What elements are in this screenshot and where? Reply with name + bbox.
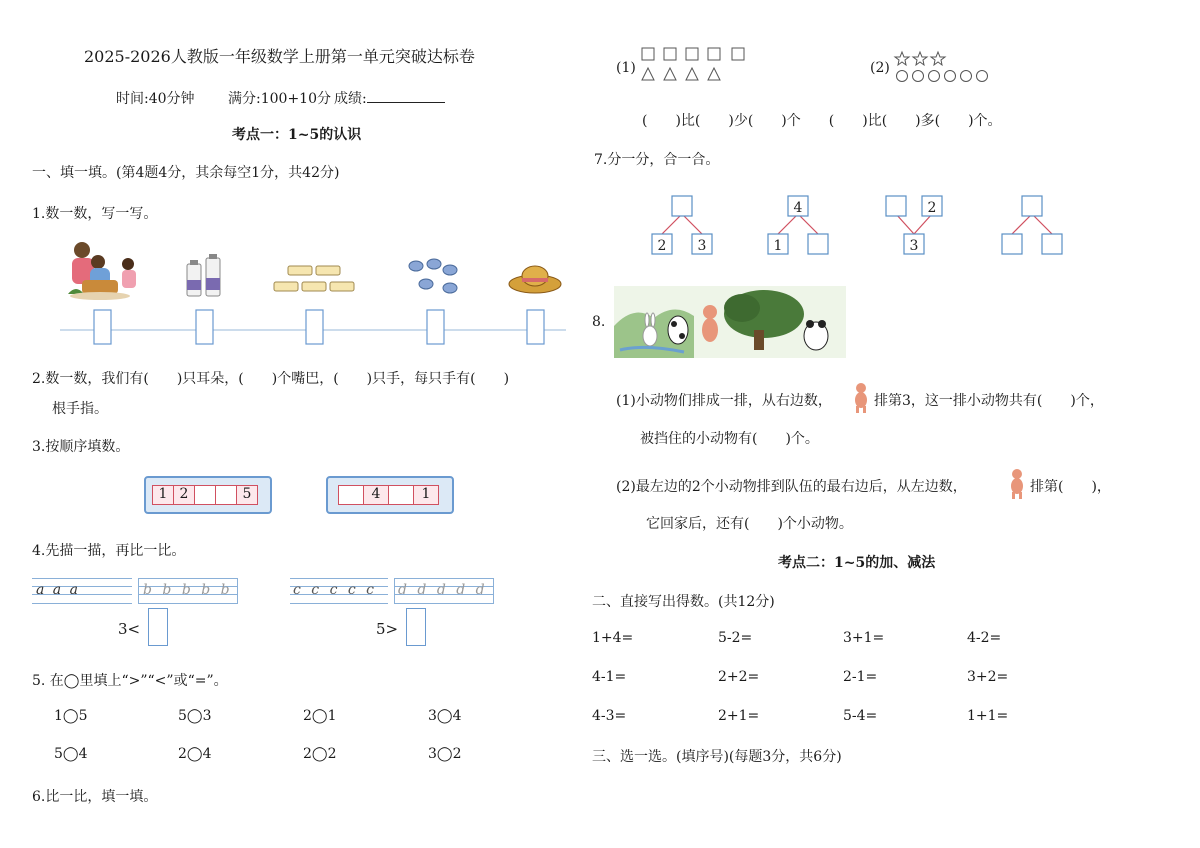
part2-heading: 二、直接写出得数。(共12分) (592, 594, 775, 610)
q8-part1-text-line2[interactable]: 被挡住的小动物有( )个。 (640, 431, 819, 447)
q6-part2-label: (2) (870, 60, 890, 76)
q3-right-cell[interactable] (338, 485, 364, 505)
q8-part2-text-line2[interactable]: 它回家后，还有( )个小动物。 (646, 516, 853, 532)
score-label: 满分:100+10分 (228, 91, 331, 107)
arith-problem[interactable]: 1+1= (967, 708, 1009, 724)
panda-figure (804, 320, 828, 350)
arith-problem[interactable]: 4-1= (592, 669, 627, 685)
bond-box[interactable] (672, 196, 692, 216)
page-title: 2025-2026人教版一年级数学上册第一单元突破达标卷 (84, 47, 475, 66)
bond-box[interactable] (808, 234, 828, 254)
monkey-figure (702, 305, 718, 342)
square-shape (732, 48, 744, 60)
circle-shape (977, 71, 988, 82)
circle-shape (929, 71, 940, 82)
q1-answer-box[interactable] (527, 310, 544, 344)
bond-number: 2 (657, 238, 667, 254)
circle-shape (913, 71, 924, 82)
circle-shape (961, 71, 972, 82)
q1-pictures (60, 236, 570, 346)
q7-number-bonds (640, 192, 1080, 262)
whistles-picture (409, 259, 457, 293)
arith-problem[interactable]: 4-3= (592, 708, 627, 724)
q6-stars-circles (894, 50, 986, 86)
q3-left-cell[interactable]: 2 (174, 485, 195, 505)
q3-text: 3.按顺序填数。 (32, 439, 130, 455)
q6-squares-triangles (640, 46, 752, 86)
arith-problem[interactable]: 3+1= (843, 630, 885, 646)
bond-box[interactable] (886, 196, 906, 216)
square-shape (708, 48, 720, 60)
q1-answer-box[interactable] (94, 310, 111, 344)
q7-text: 7.分一分，合一合。 (594, 152, 720, 168)
star-shape (913, 52, 927, 65)
q6-text: 6.比一比，填一填。 (32, 789, 158, 805)
bond-number: 1 (773, 238, 783, 254)
bond-number: 2 (927, 200, 937, 216)
triangle-shape (664, 68, 676, 80)
square-shape (642, 48, 654, 60)
q3-right-strip (326, 476, 454, 514)
bond-number: 3 (697, 238, 707, 254)
q3-left-cell[interactable]: 5 (237, 485, 258, 505)
q4-text: 4.先描一描，再比一比。 (32, 543, 186, 559)
q4-right-compare: 5> (376, 620, 399, 638)
q4-left-answer-box[interactable] (148, 608, 168, 646)
arith-problem[interactable]: 3+2= (967, 669, 1009, 685)
q6-fill-line[interactable]: ( )比( )少( )个 ( )比( )多( )个。 (642, 113, 1002, 129)
q8-animals-picture (614, 286, 846, 358)
q2-text: 2.数一数，我们有( )只耳朵，( )个嘴巴，( )只手，每只手有( ) (32, 371, 510, 387)
monkey-icon (1006, 468, 1028, 500)
monkey-icon (850, 382, 872, 414)
q8-part2-text-cont[interactable]: 排第( )， (1030, 479, 1111, 495)
q8-label: 8. (592, 314, 606, 330)
star-shape (895, 52, 909, 65)
q5-item[interactable]: 5◯4 (54, 746, 88, 762)
circle-shape (897, 71, 908, 82)
triangle-shape (642, 68, 654, 80)
bond-number: 3 (909, 238, 919, 254)
dog-figure (668, 316, 688, 344)
star-shape (931, 52, 945, 65)
time-label: 时间:40分钟 (116, 91, 195, 107)
q5-item[interactable]: 2◯2 (303, 746, 337, 762)
section1-heading: 考点一：1~5的认识 (232, 127, 362, 143)
q5-item[interactable]: 2◯1 (303, 708, 337, 724)
q5-item[interactable]: 5◯3 (178, 708, 212, 724)
q8-part2-text: (2)最左边的2个小动物排到队伍的最右边后，从左边数， (616, 479, 967, 495)
q1-answer-box[interactable] (427, 310, 444, 344)
bond-box[interactable] (1022, 196, 1042, 216)
arith-problem[interactable]: 2+2= (718, 669, 760, 685)
q4-trace-row-c: c c c c c (290, 578, 388, 604)
q1-text: 1.数一数，写一写。 (32, 206, 158, 222)
q4-left-compare: 3< (118, 620, 141, 638)
arith-problem[interactable]: 4-2= (967, 630, 1002, 646)
q3-right-cell[interactable] (389, 485, 414, 505)
q3-left-cell[interactable]: 1 (152, 485, 174, 505)
q3-right-cell[interactable]: 1 (414, 485, 439, 505)
straw-hat-picture (509, 266, 561, 293)
erasers-picture (274, 266, 354, 291)
q4-right-answer-box[interactable] (406, 608, 426, 646)
q3-left-cell[interactable] (195, 485, 216, 505)
arith-problem[interactable]: 2+1= (718, 708, 760, 724)
grade-blank[interactable] (367, 88, 445, 103)
q4-trace-row-d[interactable]: d d d d d (394, 578, 494, 604)
square-shape (664, 48, 676, 60)
q1-answer-box[interactable] (196, 310, 213, 344)
section2-heading: 考点二：1~5的加、减法 (778, 555, 936, 571)
q4-trace-row-b[interactable]: b b b b b (138, 578, 238, 604)
q6-part1-label: (1) (616, 60, 636, 76)
q3-left-cell[interactable] (216, 485, 237, 505)
triangle-shape (708, 68, 720, 80)
arith-problem[interactable]: 5-4= (843, 708, 878, 724)
q1-answer-box[interactable] (306, 310, 323, 344)
triangle-shape (686, 68, 698, 80)
q3-right-cell[interactable]: 4 (364, 485, 389, 505)
q5-item[interactable]: 3◯4 (428, 708, 462, 724)
grade-label: 成绩: (334, 88, 445, 108)
square-shape (686, 48, 698, 60)
arith-problem[interactable]: 1+4= (592, 630, 634, 646)
bond-box[interactable] (1042, 234, 1062, 254)
q5-item[interactable]: 1◯5 (54, 708, 88, 724)
bond-box[interactable] (1002, 234, 1022, 254)
arith-problem[interactable]: 5-2= (718, 630, 753, 646)
circle-shape (945, 71, 956, 82)
q8-part1-text-cont[interactable]: 排第3，这一排小动物共有( )个， (874, 393, 1104, 409)
q5-text: 5. 在◯里填上“>”“<”或“=”。 (32, 673, 228, 689)
q2-text-cont: 根手指。 (52, 401, 108, 417)
milk-bottles-picture (187, 254, 220, 296)
bond-number: 4 (793, 200, 803, 216)
part3-heading: 三、选一选。(填序号)(每题3分，共6分) (592, 749, 842, 765)
arith-problem[interactable]: 2-1= (843, 669, 878, 685)
q8-part1-text: (1)小动物们排成一排，从右边数， (616, 393, 832, 409)
q5-item[interactable]: 2◯4 (178, 746, 212, 762)
part1-heading: 一、填一填。(第4题4分，其余每空1分，共42分) (32, 165, 340, 181)
q5-item[interactable]: 3◯2 (428, 746, 462, 762)
family-picture (68, 242, 136, 300)
q4-trace-row-a: a a a (32, 578, 132, 604)
q3-left-strip (144, 476, 272, 514)
